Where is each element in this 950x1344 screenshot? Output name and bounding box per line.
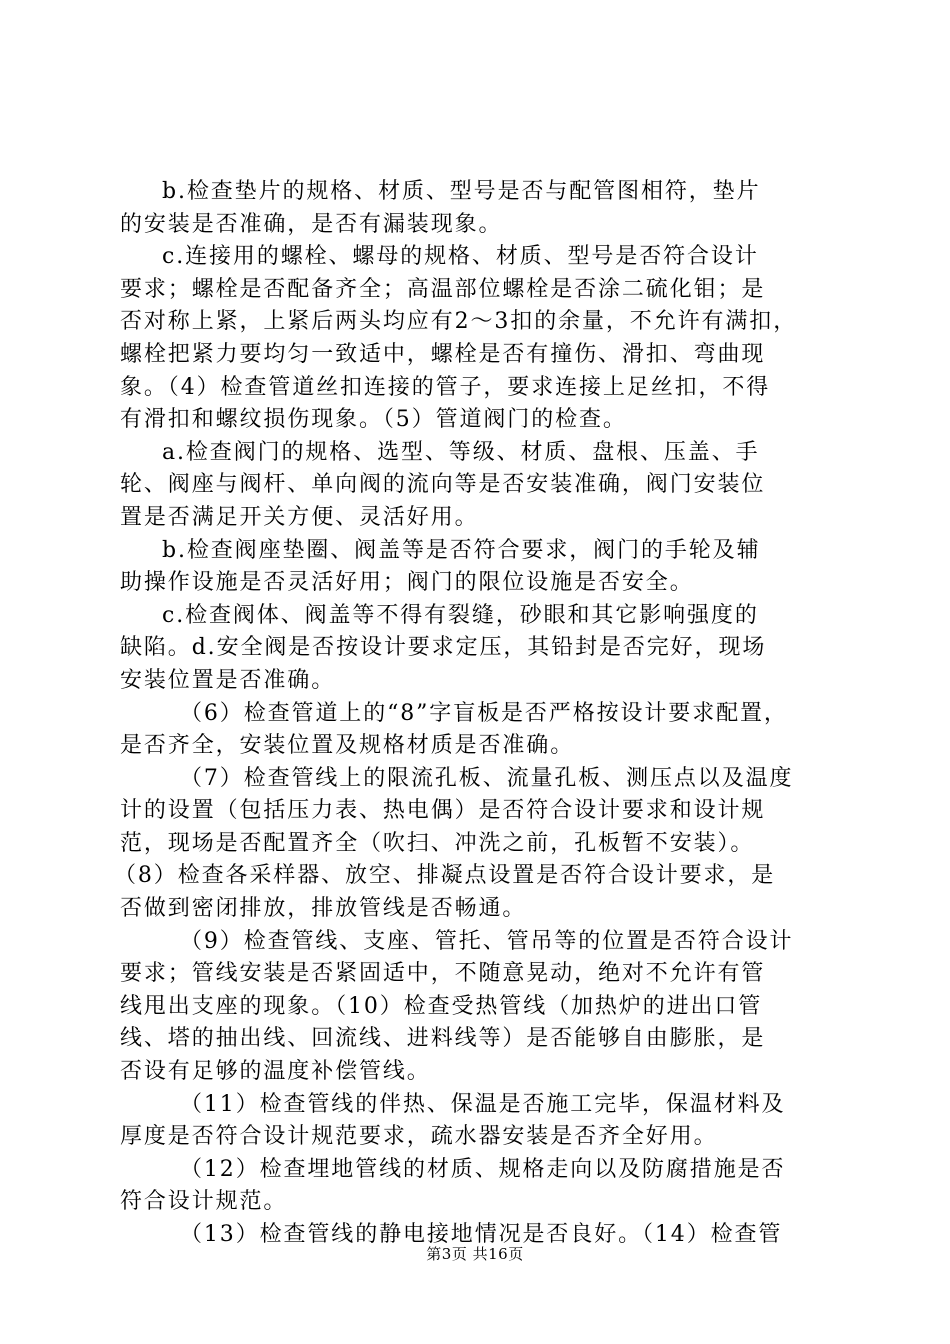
text-line: 否设有足够的温度补偿管线。	[120, 1059, 431, 1085]
text-line: （9）检查管线、支座、管托、管吊等的位置是否符合设计	[180, 928, 794, 954]
text-line: （13）检查管线的静电接地情况是否良好。（14）检查管	[180, 1222, 783, 1247]
text-line: （8）检查各采样器、放空、排凝点设置是否符合设计要求，是	[114, 863, 776, 889]
text-line: 线甩出支座的现象。（10）检查受热管线（加热炉的进出口管	[120, 993, 763, 1019]
body-text	[114, 176, 832, 1252]
text-line: a.检查阀门的规格、选型、等级、材质、盘根、压盖、手	[162, 439, 760, 465]
text-line: c.检查阀体、阀盖等不得有裂缝，砂眼和其它影响强度的	[162, 602, 759, 628]
text-line: 缺陷。d.安全阀是否按设计要求定压，其铅封是否完好，现场	[120, 635, 767, 661]
text-line: 线、塔的抽出线、回流线、进料线等）是否能够自由膨胀，是	[120, 1026, 766, 1052]
text-line: （6）检查管道上的“8”字盲板是否严格按设计要求配置，	[180, 700, 788, 726]
text-line: b.检查阀座垫圈、阀盖等是否符合要求，阀门的手轮及辅	[162, 537, 761, 563]
text-line: 是否齐全，安装位置及规格材质是否准确。	[120, 733, 575, 759]
text-line: c.连接用的螺栓、螺母的规格、材质、型号是否符合设计	[162, 244, 759, 270]
text-line: 计的设置（包括压力表、热电偶）是否符合设计要求和设计规	[120, 798, 766, 824]
text-line: 要求；螺栓是否配备齐全；高温部位螺栓是否涂二硫化钼；是	[120, 276, 766, 302]
text-line: （12）检查埋地管线的材质、规格走向以及防腐措施是否	[180, 1156, 786, 1182]
text-line: 有滑扣和螺纹损伤现象。（5）管道阀门的检查。	[120, 407, 627, 433]
text-line: 轮、阀座与阀杆、单向阀的流向等是否安装准确，阀门安装位	[120, 472, 766, 498]
text-line: 置是否满足开关方便、灵活好用。	[120, 504, 479, 530]
text-line: 否做到密闭排放，排放管线是否畅通。	[120, 896, 527, 922]
text-line: 否对称上紧，上紧后两头均应有2～3扣的余量，不允许有满扣，	[120, 309, 798, 335]
text-line: 螺栓把紧力要均匀一致适中，螺栓是否有撞伤、滑扣、弯曲现	[120, 341, 766, 367]
text-line: （7）检查管线上的限流孔板、流量孔板、测压点以及温度	[180, 765, 794, 791]
text-line: b.检查垫片的规格、材质、型号是否与配管图相符，垫片	[162, 179, 761, 204]
text-line: 厚度是否符合设计规范要求，疏水器安装是否齐全好用。	[120, 1124, 718, 1150]
text-line: （11）检查管线的伴热、保温是否施工完毕，保温材料及	[180, 1091, 786, 1117]
text-line: 的安装是否准确，是否有漏装现象。	[120, 211, 503, 237]
page-number-footer: 第3页 共16页	[426, 1245, 524, 1263]
text-line: 范，现场是否配置齐全（吹扫、冲洗之前，孔板暂不安装）。	[120, 830, 755, 856]
text-line: 象。（4）检查管道丝扣连接的管子，要求连接上足丝扣，不得	[120, 374, 771, 400]
text-line: 安装位置是否准确。	[120, 667, 336, 693]
text-line: 助操作设施是否灵活好用；阀门的限位设施是否安全。	[120, 570, 694, 596]
text-line: 符合设计规范。	[120, 1189, 288, 1215]
text-line: 要求；管线安装是否紧固适中，不随意晃动，绝对不允许有管	[120, 961, 766, 987]
